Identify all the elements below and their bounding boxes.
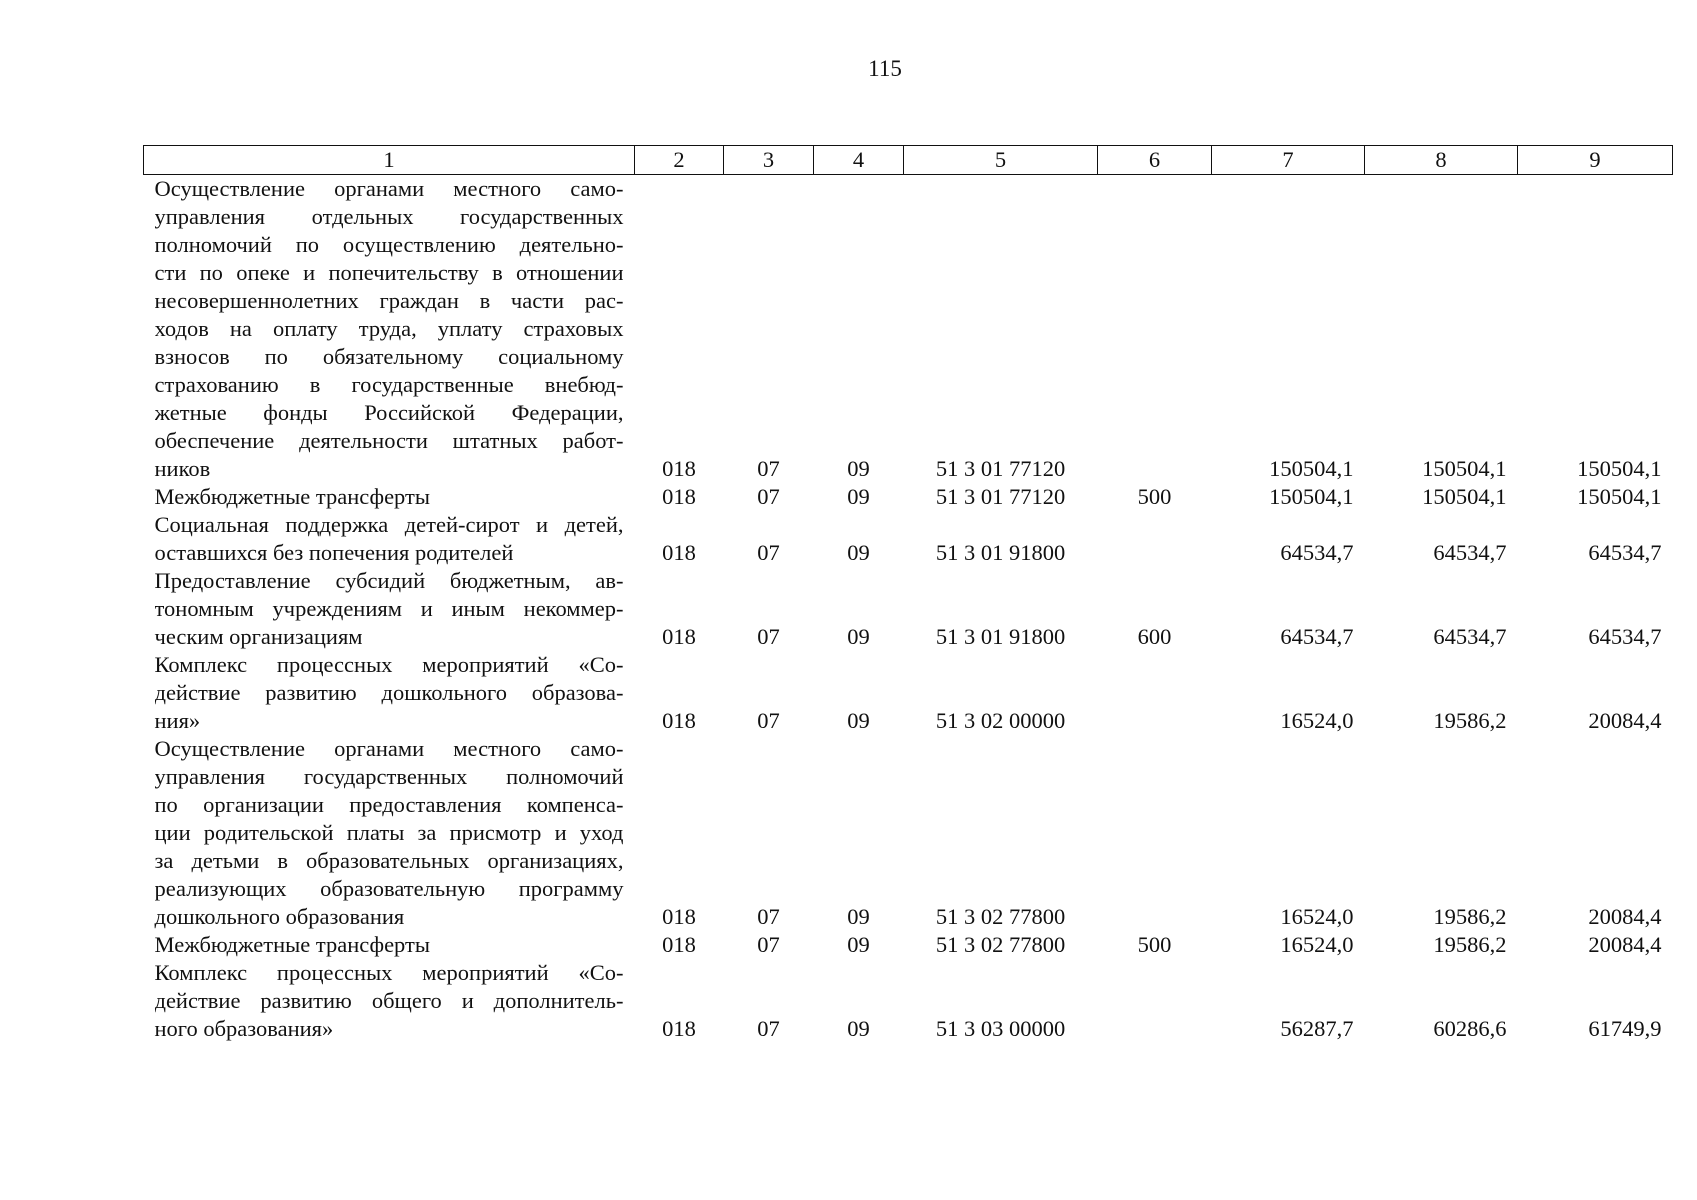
- amount-year3-cell: 61749,9: [1588, 1016, 1662, 1041]
- section-code-cell: 07: [757, 456, 780, 481]
- amount-year1-cell: 64534,7: [1280, 624, 1354, 649]
- section-code-cell: 07: [757, 932, 780, 957]
- section-code-cell: 07: [757, 904, 780, 929]
- description-line: управления отдельных государственных: [154, 204, 624, 229]
- subsection-code-cell: 09: [847, 484, 870, 509]
- amount-year3-cell: 20084,4: [1588, 708, 1662, 733]
- ministry-code-cell: 018: [662, 624, 696, 649]
- row-description: [144, 651, 635, 735]
- description-line: обеспечение деятельности штатных работ-: [154, 428, 624, 453]
- subsection-code-cell: 09: [847, 708, 870, 733]
- description-line: несовершеннолетних граждан в части рас-: [154, 288, 624, 313]
- amount-year3-cell: 20084,4: [1588, 904, 1662, 929]
- section-code-cell: 07: [757, 540, 780, 565]
- ministry-code-cell: 018: [662, 484, 696, 509]
- column-header: 6: [1098, 146, 1212, 175]
- table-row: [144, 483, 1673, 511]
- expense-type-cell: [1098, 735, 1212, 931]
- amount-year1-cell: 56287,7: [1280, 1016, 1354, 1041]
- amount-year1-cell: 16524,0: [1280, 904, 1354, 929]
- description-line: Комплекс процессных мероприятий «Со-: [154, 960, 624, 985]
- description-line: взносов по обязательному социальному: [154, 344, 624, 369]
- section-code-cell: 07: [757, 624, 780, 649]
- description-line: Осуществление органами местного само-: [154, 736, 624, 761]
- row-description: [144, 931, 635, 959]
- description-line: за детьми в образовательных организациях,: [154, 848, 624, 873]
- amount-year1-cell: 64534,7: [1280, 540, 1354, 565]
- column-header: 4: [814, 146, 904, 175]
- amount-year2-cell: 19586,2: [1433, 904, 1507, 929]
- description-line: Межбюджетные трансферты: [154, 484, 430, 509]
- row-description: [144, 175, 635, 484]
- table-body: [144, 175, 1673, 1044]
- row-description: [144, 735, 635, 931]
- amount-year2-cell: 150504,1: [1422, 456, 1507, 481]
- row-description: [144, 959, 635, 1043]
- expense-type-cell: [1098, 175, 1212, 484]
- description-line: тономным учреждениям и иным некоммер-: [154, 596, 624, 621]
- description-line: Межбюджетные трансферты: [154, 932, 430, 957]
- section-code-cell: 07: [757, 484, 780, 509]
- subsection-code-cell: 09: [847, 456, 870, 481]
- description-line: страхованию в государственные внебюд-: [154, 372, 624, 397]
- expense-type-cell: 500: [1137, 484, 1172, 509]
- ministry-code-cell: 018: [662, 456, 696, 481]
- target-article-cell: 51 3 01 77120: [935, 484, 1066, 509]
- description-line: Осуществление органами местного само-: [154, 176, 624, 201]
- amount-year3-cell: 64534,7: [1588, 540, 1662, 565]
- description-line: ческим организациям: [154, 624, 363, 649]
- column-header: 9: [1518, 146, 1673, 175]
- amount-year1-cell: 16524,0: [1280, 708, 1354, 733]
- amount-year3-cell: 150504,1: [1577, 456, 1662, 481]
- description-line: управления государственных полномочий: [154, 764, 624, 789]
- description-line: реализующих образовательную программу: [154, 876, 624, 901]
- subsection-code-cell: 09: [847, 540, 870, 565]
- description-line: Предоставление субсидий бюджетным, ав-: [154, 568, 624, 593]
- subsection-code-cell: 09: [847, 932, 870, 957]
- target-article-cell: 51 3 02 00000: [935, 708, 1066, 733]
- target-article-cell: 51 3 02 77800: [935, 932, 1066, 957]
- description-line: Социальная поддержка детей-сирот и детей,: [154, 512, 624, 537]
- description-line: оставшихся без попечения родителей: [154, 540, 514, 565]
- amount-year2-cell: 64534,7: [1433, 624, 1507, 649]
- amount-year3-cell: 150504,1: [1577, 484, 1662, 509]
- description-line: полномочий по осуществлению деятельно-: [154, 232, 624, 257]
- table-row: [144, 651, 1673, 735]
- target-article-cell: 51 3 01 91800: [935, 624, 1066, 649]
- column-header: 2: [635, 146, 724, 175]
- amount-year3-cell: 64534,7: [1588, 624, 1662, 649]
- expense-type-cell: [1098, 511, 1212, 567]
- row-description: [144, 483, 635, 511]
- amount-year1-cell: 16524,0: [1280, 932, 1354, 957]
- table-row: [144, 567, 1673, 651]
- subsection-code-cell: 09: [847, 904, 870, 929]
- description-line: ции родительской платы за присмотр и уход: [154, 820, 624, 845]
- ministry-code-cell: 018: [662, 540, 696, 565]
- amount-year3-cell: 20084,4: [1588, 932, 1662, 957]
- table-row: [144, 931, 1673, 959]
- column-number-row: [144, 146, 1673, 175]
- ministry-code-cell: 018: [662, 1016, 696, 1041]
- subsection-code-cell: 09: [847, 1016, 870, 1041]
- section-code-cell: 07: [757, 1016, 780, 1041]
- amount-year1-cell: 150504,1: [1269, 484, 1354, 509]
- table-row: [144, 175, 1673, 484]
- description-line: сти по опеке и попечительству в отношении: [154, 260, 624, 285]
- ministry-code-cell: 018: [662, 904, 696, 929]
- description-line: Комплекс процессных мероприятий «Со-: [154, 652, 624, 677]
- description-line: по организации предоставления компенса-: [154, 792, 624, 817]
- amount-year2-cell: 150504,1: [1422, 484, 1507, 509]
- column-header: 3: [724, 146, 814, 175]
- amount-year2-cell: 60286,6: [1433, 1016, 1507, 1041]
- table-row: [144, 511, 1673, 567]
- amount-year1-cell: 150504,1: [1269, 456, 1354, 481]
- description-line: действие развитию дошкольного образова-: [154, 680, 624, 705]
- column-header: 5: [904, 146, 1098, 175]
- column-header: 7: [1212, 146, 1365, 175]
- description-line: ников: [154, 456, 211, 481]
- amount-year2-cell: 19586,2: [1433, 932, 1507, 957]
- table-header: [144, 146, 1673, 175]
- page-number: 115: [868, 56, 902, 81]
- target-article-cell: 51 3 01 77120: [935, 456, 1066, 481]
- row-description: [144, 567, 635, 651]
- description-line: ния»: [154, 708, 201, 733]
- description-line: действие развитию общего и дополнитель-: [154, 988, 624, 1013]
- expense-type-cell: 500: [1137, 932, 1172, 957]
- ministry-code-cell: 018: [662, 932, 696, 957]
- target-article-cell: 51 3 01 91800: [935, 540, 1066, 565]
- column-header: 8: [1365, 146, 1518, 175]
- subsection-code-cell: 09: [847, 624, 870, 649]
- ministry-code-cell: 018: [662, 708, 696, 733]
- row-description: [144, 511, 635, 567]
- target-article-cell: 51 3 03 00000: [935, 1016, 1066, 1041]
- description-line: дошкольного образования: [154, 904, 405, 929]
- table-row: [144, 959, 1673, 1043]
- table-row: [144, 735, 1673, 931]
- expense-type-cell: 600: [1137, 624, 1172, 649]
- amount-year2-cell: 64534,7: [1433, 540, 1507, 565]
- description-line: ного образования»: [154, 1016, 334, 1041]
- expense-type-cell: [1098, 959, 1212, 1043]
- target-article-cell: 51 3 02 77800: [935, 904, 1066, 929]
- description-line: ходов на оплату труда, уплату страховых: [154, 316, 624, 341]
- budget-table: [143, 145, 1673, 1043]
- expense-type-cell: [1098, 651, 1212, 735]
- section-code-cell: 07: [757, 708, 780, 733]
- amount-year2-cell: 19586,2: [1433, 708, 1507, 733]
- description-line: жетные фонды Российской Федерации,: [154, 400, 624, 425]
- column-header: 1: [144, 146, 635, 175]
